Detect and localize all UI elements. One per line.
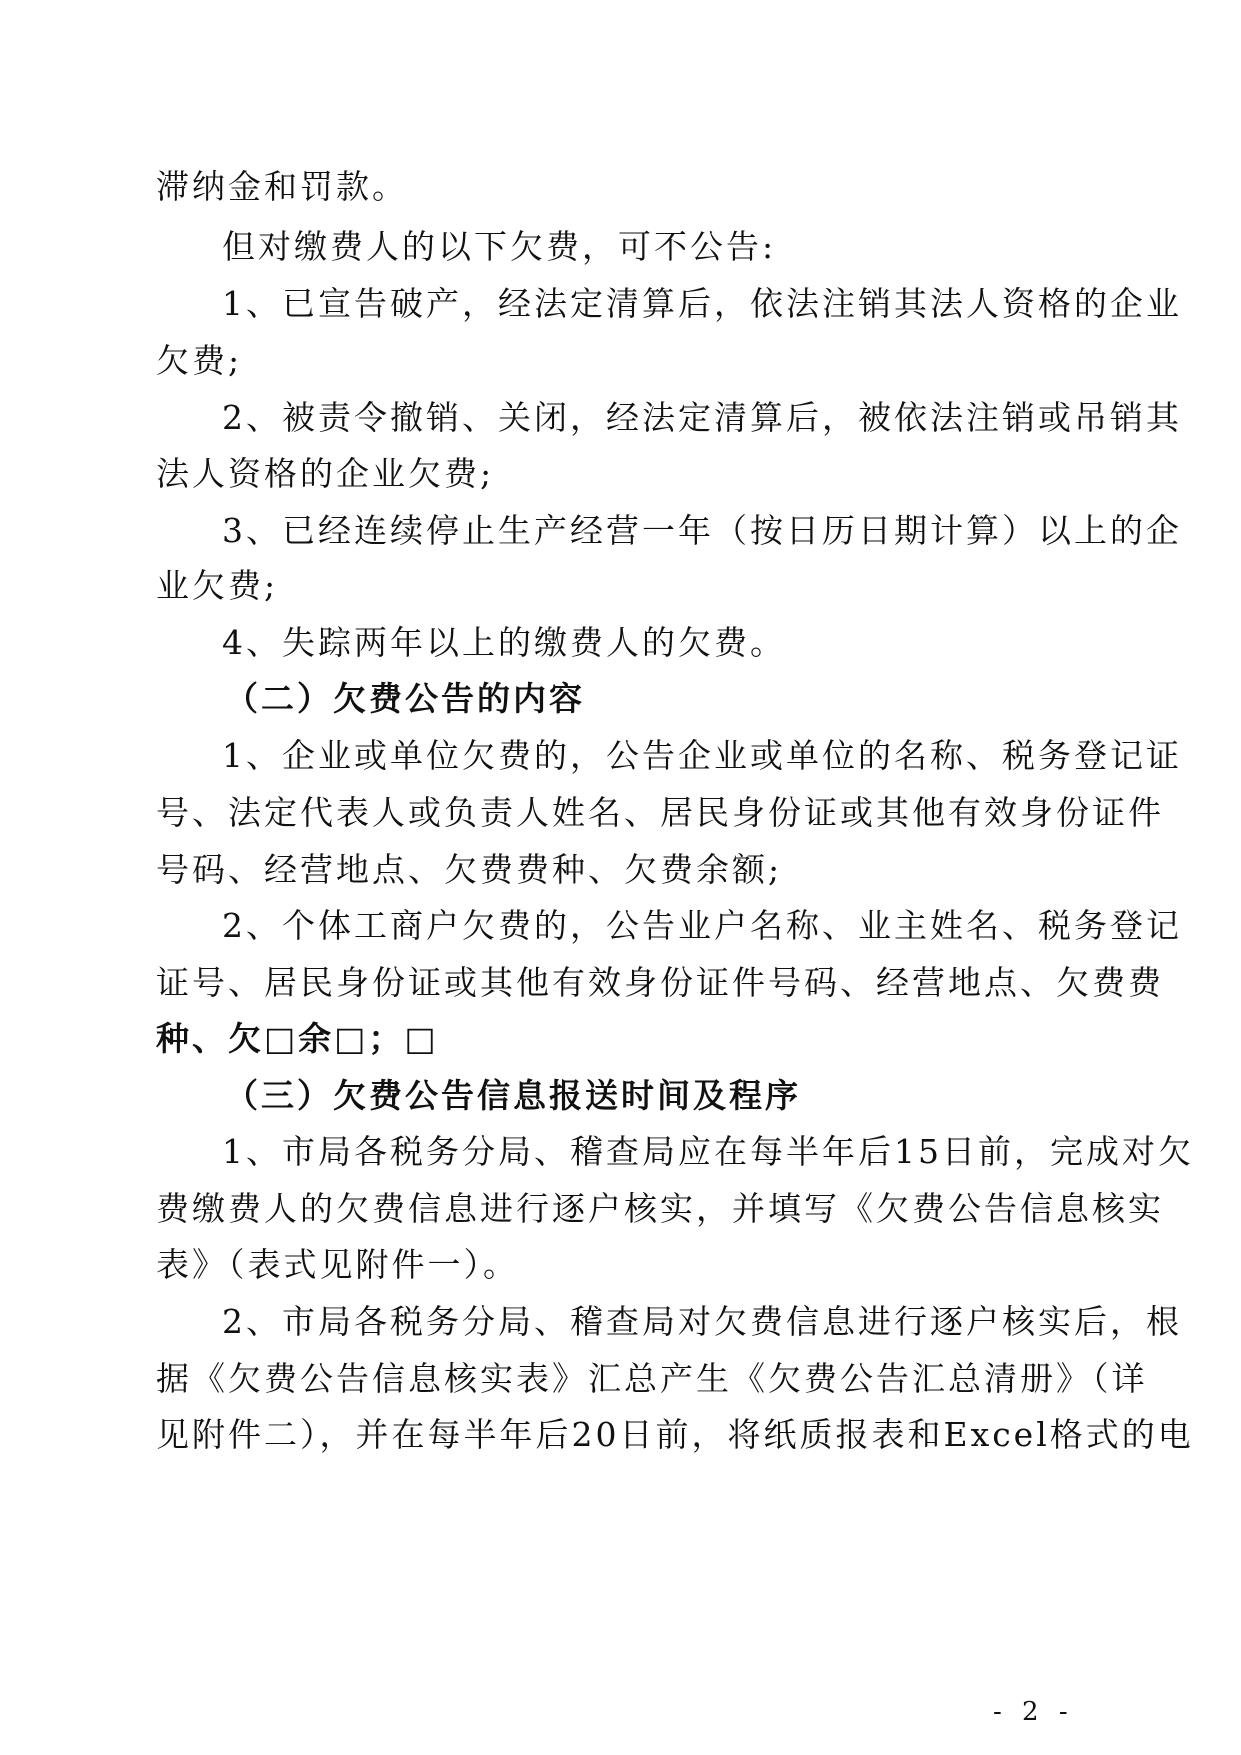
list-item-line: 据《欠费公告信息核实表》汇总产生《欠费公告汇总清册》（详 — [156, 1359, 1148, 1398]
section-heading: （三）欠费公告信息报送时间及程序 — [225, 1076, 801, 1115]
list-item-line: 4、失踪两年以上的缴费人的欠费。 — [222, 623, 786, 662]
list-item-line: 2、被责令撤销、关闭，经法定清算后，被依法注销或吊销其 — [222, 398, 1182, 437]
list-item-line: 1、企业或单位欠费的，公告企业或单位的名称、税务登记证 — [222, 736, 1182, 775]
paragraph-line: 但对缴费人的以下欠费，可不公告: — [222, 227, 777, 266]
section-heading: （二）欠费公告的内容 — [225, 679, 585, 718]
list-item-line: 2、市局各税务分局、稽查局对欠费信息进行逐户核实后，根 — [222, 1302, 1182, 1341]
list-item-line: 1、已宣告破产，经法定清算后，依法注销其法人资格的企业 — [222, 284, 1182, 323]
list-item-line: 费缴费人的欠费信息进行逐户核实，并填写《欠费公告信息核实 — [156, 1189, 1164, 1228]
list-item-line: 见附件二），并在每半年后20日前，将纸质报表和Excel格式的电 — [156, 1415, 1194, 1454]
list-item-line: 2、个体工商户欠费的，公告业户名称、业主姓名、税务登记 — [222, 906, 1182, 945]
list-item-line: 欠费; — [156, 341, 243, 380]
list-item-line: 表》（表式见附件一）。 — [156, 1245, 519, 1284]
list-item-line: 1、市局各税务分局、稽查局应在每半年后15日前，完成对欠 — [222, 1132, 1194, 1171]
list-item-line: 种、欠□余□；□ — [156, 1019, 439, 1058]
list-item-line: 号码、经营地点、欠费费种、欠费余额; — [156, 850, 783, 889]
list-item-line: 法人资格的企业欠费; — [156, 454, 495, 493]
paragraph-line: 滞纳金和罚款。 — [156, 167, 408, 206]
page-number: - 2 - — [993, 1697, 1074, 1727]
list-item-line: 3、已经连续停止生产经营一年（按日历日期计算）以上的企 — [222, 511, 1182, 550]
list-item-line: 证号、居民身份证或其他有效身份证件号码、经营地点、欠费费 — [156, 963, 1164, 1002]
list-item-line: 业欠费; — [156, 566, 279, 605]
list-item-line: 号、法定代表人或负责人姓名、居民身份证或其他有效身份证件 — [156, 793, 1164, 832]
